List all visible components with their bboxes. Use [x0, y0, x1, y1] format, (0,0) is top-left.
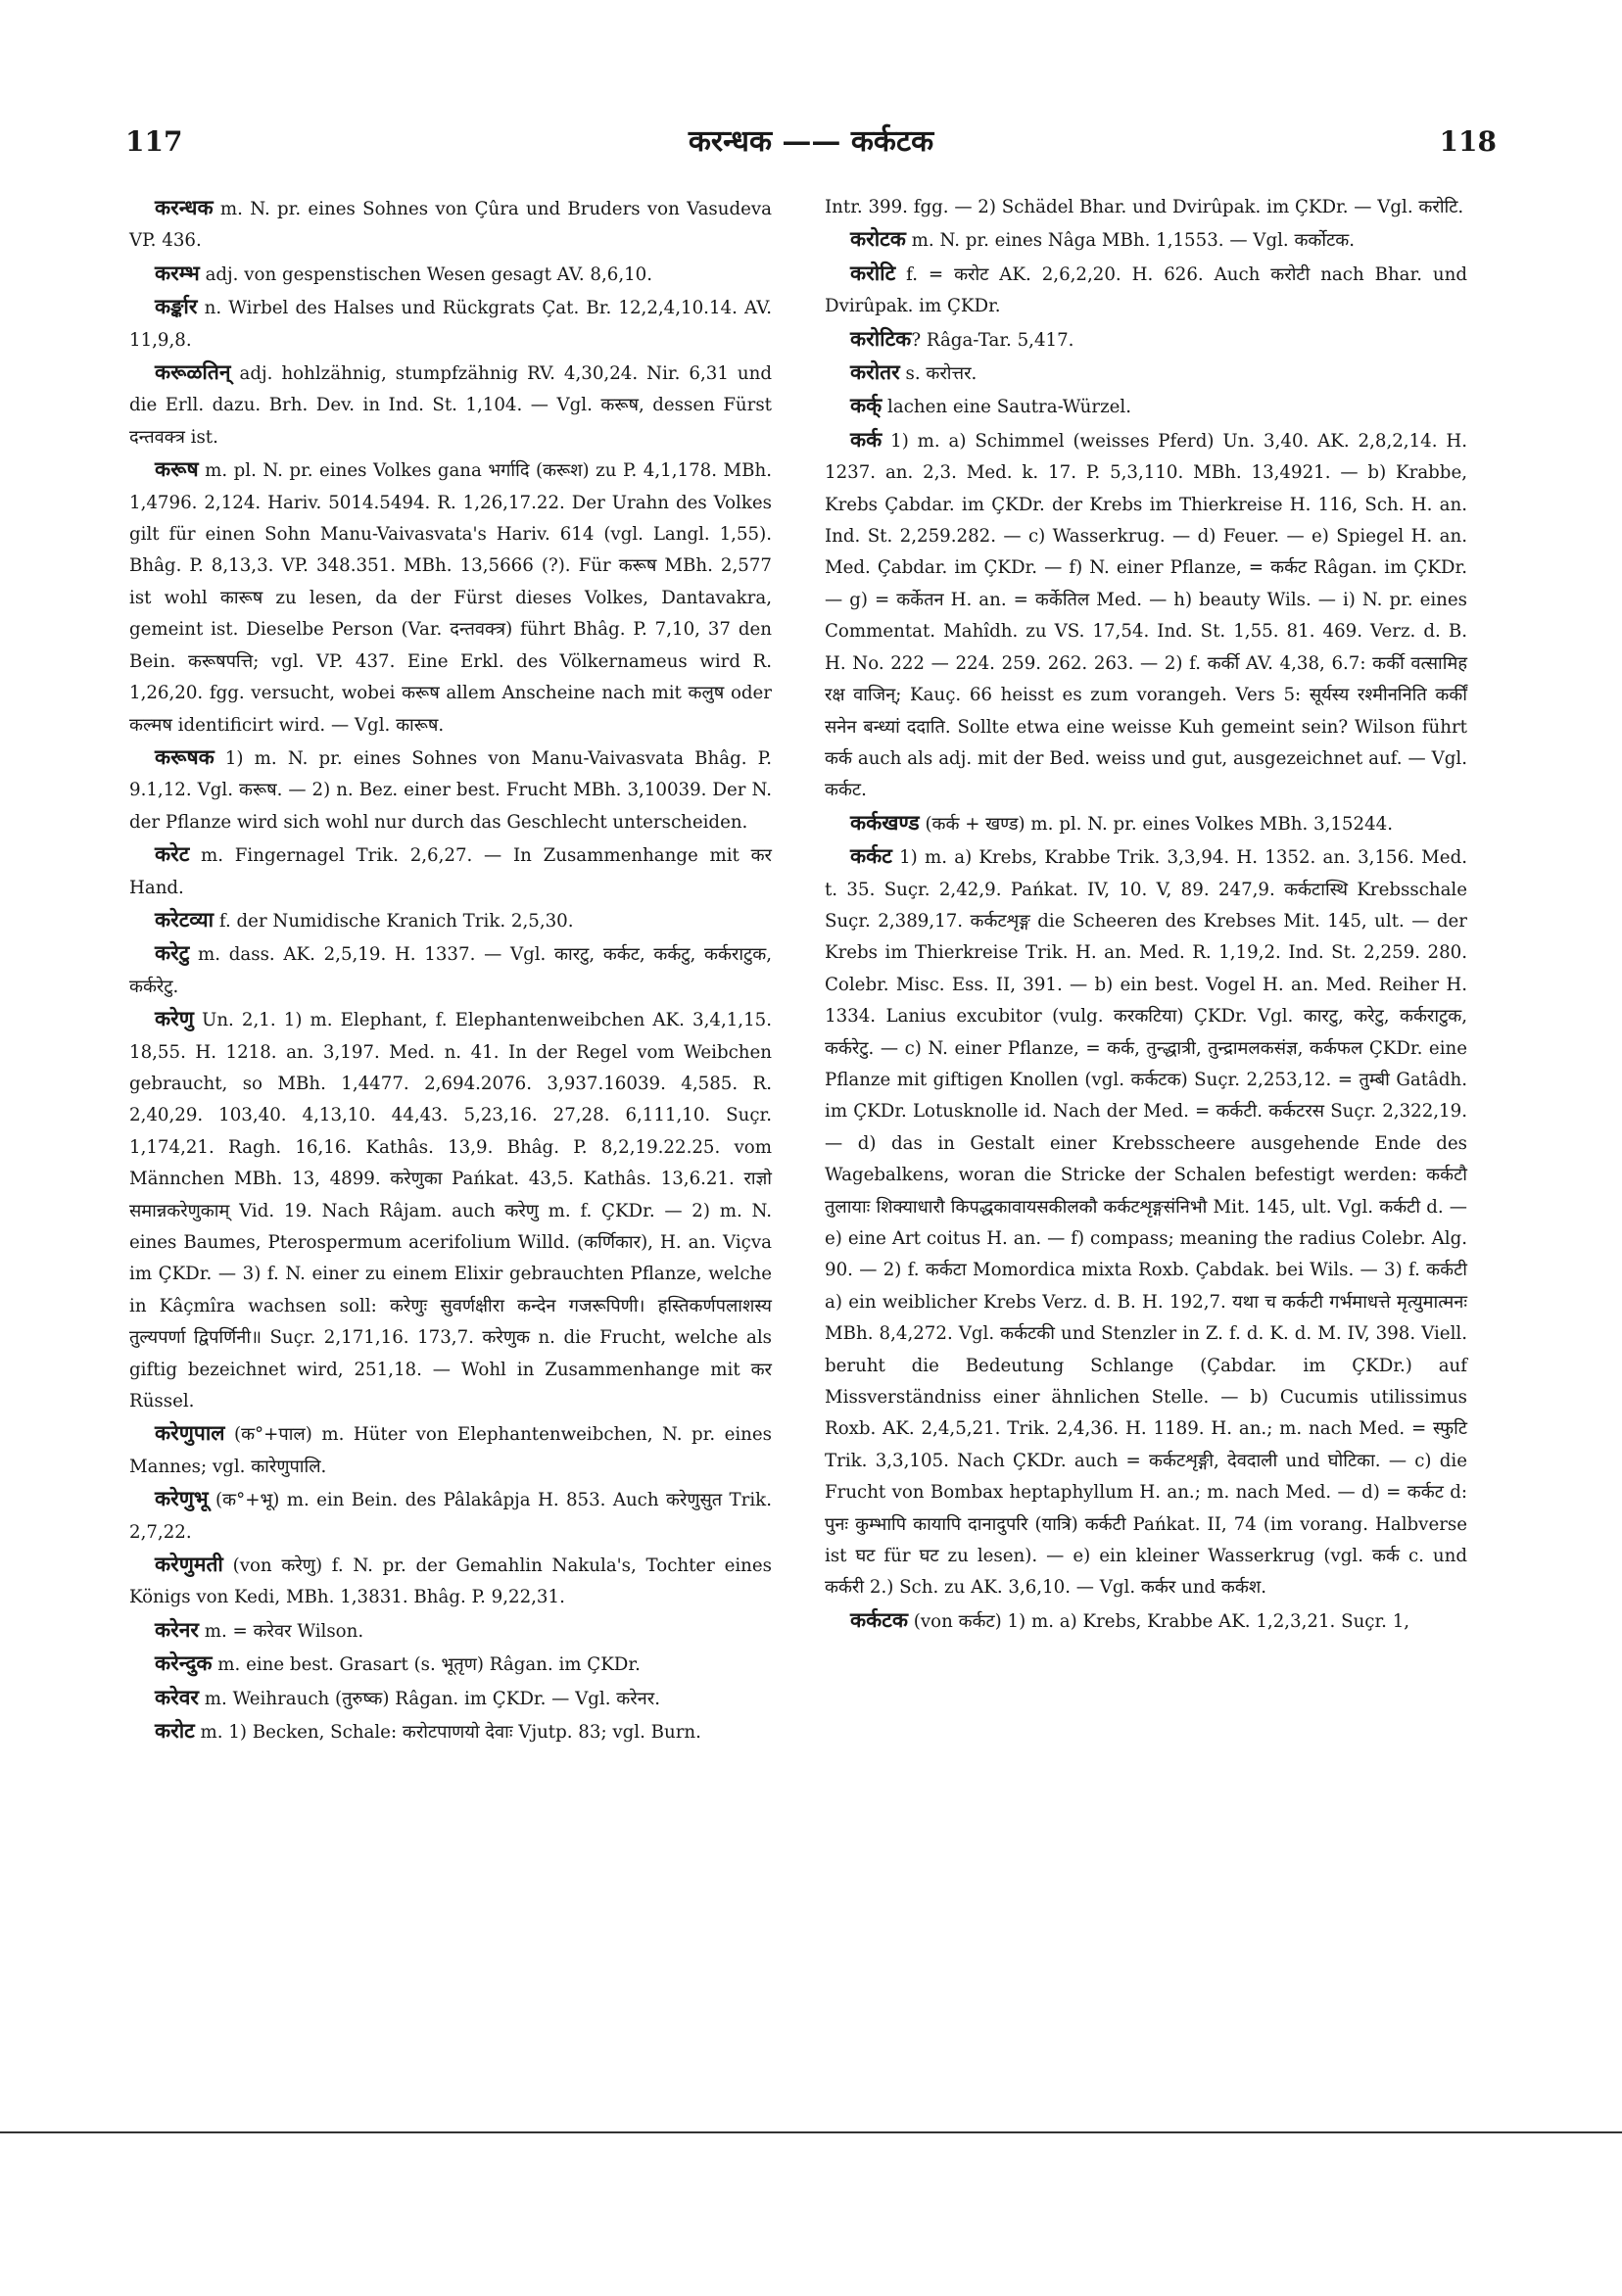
- dictionary-entry: [825, 840, 1467, 1604]
- entry-text: ? Râga-Tar. 5,417.: [911, 329, 1074, 351]
- entry-text: m. N. pr. eines Nâga MBh. 1,1553. — Vgl. कर्कोटक.: [905, 230, 1356, 252]
- dictionary-entry: [129, 454, 772, 741]
- entry-headword: करेटु: [155, 941, 190, 966]
- dictionary-entry: [129, 1614, 772, 1648]
- dictionary-entry: [825, 258, 1467, 323]
- entry-text: (कर्क + खण्ड) m. pl. N. pr. eines Volkes MBh. 3,15244.: [919, 813, 1393, 835]
- entry-text: m. = करेवर Wilson.: [198, 1620, 364, 1642]
- dictionary-entry: [129, 937, 772, 1003]
- entry-headword: करोटक: [850, 227, 906, 252]
- entry-text: adj. hohlzähnig, stumpfzähnig RV. 4,30,24. Nir. 6,31 und die Erll. dazu. Brh. Dev. in Ind. St. 1,104. — Vgl. करूष, dessen Fürst दन्तवक्त्र ist.: [129, 363, 772, 448]
- entry-text: m. N. pr. eines Sohnes von Çûra und Bruders von Vasudeva VP. 436.: [129, 199, 772, 252]
- entry-headword: करेनर: [155, 1617, 199, 1642]
- entry-headword: करोतर: [850, 360, 900, 385]
- dictionary-entry: [129, 1483, 772, 1549]
- entry-headword: कर्कटक: [850, 1607, 908, 1632]
- entry-headword: करूळतिन्: [155, 360, 231, 385]
- right-column: [825, 192, 1467, 1638]
- entry-headword: करेणुमती: [155, 1553, 223, 1577]
- entry-text: (von करेणु) f. N. pr. der Gemahlin Nakula's, Tochter eines Königs von Kedi, MBh. 1,3831. Bhâg. P. 9,22,31.: [129, 1555, 772, 1608]
- dictionary-entry: [825, 390, 1467, 423]
- entry-headword: करोटिक: [850, 326, 912, 351]
- dictionary-entry: [129, 838, 772, 904]
- dictionary-entry: [825, 357, 1467, 390]
- entry-headword: करूष: [155, 457, 199, 482]
- entry-text: Intr. 399. fgg. — 2) Schädel Bhar. und Dvirûpak. im ÇKDr. — Vgl. करोटि.: [825, 197, 1464, 217]
- running-head: करन्धक —— कर्कटक: [688, 124, 934, 159]
- footer-rule: [0, 2131, 1622, 2133]
- entry-headword: करेणुपाल: [155, 1421, 225, 1446]
- entry-text: s. करोत्तर.: [899, 363, 978, 385]
- entry-headword: कर्कट: [850, 844, 892, 869]
- dictionary-entry: [825, 807, 1467, 840]
- entry-headword: करोटि: [850, 261, 896, 285]
- entry-headword: कर्क्: [850, 394, 883, 418]
- entry-headword: करन्धक: [155, 196, 214, 219]
- entry-headword: करेणु: [155, 1007, 194, 1031]
- dictionary-entry: [129, 1003, 772, 1417]
- entry-headword: करेट: [155, 842, 190, 867]
- page-number-left: 117: [125, 125, 183, 158]
- dictionary-entry: [129, 1417, 772, 1483]
- entry-text: m. dass. AK. 2,5,19. H. 1337. — Vgl. कारटु, कर्कट, कर्कटु, कर्कराटुक, कर्करेटु.: [129, 944, 772, 997]
- dictionary-entry: [825, 223, 1467, 257]
- left-column: [129, 192, 772, 1749]
- entry-text: f. der Numidische Kranich Trik. 2,5,30.: [214, 910, 574, 932]
- dictionary-entry: [129, 1549, 772, 1614]
- dictionary-entry: [825, 323, 1467, 357]
- dictionary-entry: [129, 741, 772, 838]
- entry-text: n. Wirbel des Halses und Rückgrats Çat. Br. 12,2,4,10.14. AV. 11,9,8.: [129, 298, 772, 351]
- dictionary-entry: [129, 1648, 772, 1681]
- entry-text: m. Fingernagel Trik. 2,6,27. — In Zusammenhange mit कर Hand.: [129, 845, 772, 898]
- entry-headword: करेटव्या: [155, 907, 215, 932]
- page-number-right: 118: [1439, 125, 1497, 158]
- entry-text: m. Weihrauch (तुरुष्क) Râgan. im ÇKDr. — Vgl. करेनर.: [198, 1688, 660, 1709]
- entry-text: f. = करोट AK. 2,6,2,20. H. 626. Auch करोटी nach Bhar. und Dvirûpak. im ÇKDr.: [825, 263, 1467, 317]
- dictionary-entry: [129, 192, 772, 258]
- entry-headword: कर्कखण्ड: [850, 810, 920, 835]
- entry-headword: करेणुभू: [155, 1487, 209, 1511]
- dictionary-entry: [129, 904, 772, 937]
- entry-text: 1) m. a) Krebs, Krabbe Trik. 3,3,94. H. 1352. an. 3,156. Med. t. 35. Suçr. 2,42,9. Pańkat. IV, 10. V, 89. 247,9. कर्कटास्थि Krebsschale Suçr. 2,389,17. कर्कटशृङ्ग die Scheeren des Krebses Mit. 145, ult. — der Krebs im Thierkreise Trik. H. an. Med. R. 1,19,2. Ind. St. 2,259. 280. Colebr. Misc. Ess. II, 391. — b) ein best. Vogel H. an. Med. Reiher H. 1334. Lanius excubitor (vulg. करकटिया) ÇKDr. Vgl. कारटु, करेटु, कर्कराटुक, कर्करेटु. — c) N. einer Pflanze, = कर्क, तुन्द्धात्री, तुन्द्रामलकसंज्ञ, कर्कफल ÇKDr. eine Pflanze mit giftigen Knollen (vgl. कर्कटक) Suçr. 2,253,12. = तुम्बी Gatâdh. im ÇKDr. Lotusknolle id. Nach der Med. = कर्कटी. कर्कटरस Suçr. 2,322,19. — d) das in Gestalt einer Krebsscheere ausgehende Ende des Wagebalkens, woran die Stricke der Schalen befestigt werden: कर्कटौ तुलायाः शिक्याधारौ किपद्धकावायसकीलकौ कर्कटशृङ्गसंनिभौ Mit. 145, ult. Vgl. कर्कटी d. — e) eine Art coitus H. an. — f) compass; meaning the radius Colebr. Alg. 90. — 2) f. कर्कटा Momordica mixta Roxb. Çabdak. bei Wils. — 3) f. कर्कटी a) ein weiblicher Krebs Verz. d. B. H. 192,7. यथा च कर्कटी गर्भमाधत्ते मृत्युमात्मनः MBh. 8,4,272. Vgl. कर्कटकी und Stenzler in Z. f. d. K. d. M. IV, 398. Viell. beruht die Bedeutung Schlange (Çabdar. im ÇKDr.) auf Missverständniss einer ähnlichen Stelle. — b) Cucumis utilissimus Roxb. AK. 2,4,5,21. Trik. 2,4,36. H. 1189. H. an.; m. nach Med. = स्फुटि Trik. 3,3,105. Nach ÇKDr. auch = कर्कटशृङ्गी, देवदाली und घोटिका. — c) die Frucht von Bombax heptaphyllum H. an.; m. nach Med. — d) = कर्कट d: पुनः कुम्भापि कायापि दानादुपरि (यात्रि) कर्कटी Pańkat. II, 74 (im vorang. Halbverse ist घट für घट zu lesen). — e) ein kleiner Wasserkrug (vgl. कर्क c. und कर्करी 2.) Sch. zu AK. 3,6,10. — Vgl. कर्कर und कर्कश.: [825, 847, 1467, 1599]
- dictionary-entry: [825, 1604, 1467, 1638]
- entry-headword: करेन्दुक: [155, 1651, 213, 1676]
- entry-text: adj. von gespenstischen Wesen gesagt AV. 8,6,10.: [199, 263, 653, 285]
- entry-text: m. pl. N. pr. eines Volkes gana भर्गादि (करूश) zu P. 4,1,178. MBh. 1,4796. 2,124. Hariv. 5014.5494. R. 1,26,17.22. Der Urahn des Volkes gilt für einen Sohn Manu-Vaivasvata's Hariv. 614 (vgl. Langl. 1,55). Bhâg. P. 8,13,3. VP. 348.351. MBh. 13,5666 (?). Für करूष MBh. 2,577 ist wohl कारूष zu lesen, da der Fürst dieses Volkes, Dantavakra, gemeint ist. Dieselbe Person (Var. दन्तवक्त्र) führt Bhâg. P. 7,10, 37 den Bein. करूषपत्ति; vgl. VP. 437. Eine Erkl. des Völkernameus wird R. 1,26,20. fgg. versucht, wobei करूष allem Anscheine nach mit कलुष oder कल्मष identificirt wird. — Vgl. कारूष.: [129, 460, 772, 736]
- dictionary-entry: [129, 1715, 772, 1748]
- dictionary-entry: [129, 291, 772, 357]
- entry-headword: करम्भ: [155, 261, 200, 285]
- dictionary-entry: [825, 192, 1467, 223]
- entry-headword: कर्ङ्कार: [155, 295, 198, 319]
- entry-text: 1) m. a) Schimmel (weisses Pferd) Un. 3,40. AK. 2,8,2,14. H. 1237. an. 2,3. Med. k. 17. P. 5,3,110. MBh. 13,4921. — b) Krabbe, Krebs Çabdar. im ÇKDr. der Krebs im Thierkreise H. 116, Sch. H. an. Ind. St. 2,259.282. — c) Wasserkrug. — d) Feuer. — e) Spiegel H. an. Med. Çabdar. im ÇKDr. — f) N. einer Pflanze, = कर्कट Râgan. im ÇKDr. — g) = कर्केतन H. an. = कर्केतिल Med. — h) beauty Wils. — i) N. pr. eines Commentat. Mahîdh. zu VS. 17,54. Ind. St. 1,55. 81. 469. Verz. d. B. H. No. 222 — 224. 259. 262. 263. — 2) f. कर्की AV. 4,38, 6.7: कर्की वत्सामिह रक्ष वाजिन्; Kauç. 66 heisst es zum vorangeh. Vers 5: सूर्यस्य रश्मीननिति कर्कीं सनेन बन्ध्यां ददाति. Sollte etwa eine weisse Kuh gemeint sein? Wilson führt कर्क auch als adj. mit der Bed. weiss und gut, ausgezeichnet auf. — Vgl. कर्कट.: [825, 430, 1467, 801]
- dictionary-entry: [129, 357, 772, 454]
- entry-text: (क°+पाल) m. Hüter von Elephantenweibchen, N. pr. eines Mannes; vgl. कारेणुपालि.: [129, 1424, 772, 1477]
- entry-text: m. eine best. Grasart (s. भूतृण) Râgan. im ÇKDr.: [212, 1654, 641, 1676]
- entry-headword: करूषक: [155, 744, 215, 769]
- entry-text: lachen eine Sautra-Würzel.: [882, 397, 1132, 418]
- entry-text: (von कर्कट) 1) m. a) Krebs, Krabbe AK. 1,2,3,21. Suçr. 1,: [907, 1610, 1410, 1632]
- entry-text: (क°+भू) m. ein Bein. des Pâlakâpja H. 853. Auch करेणुसुत Trik. 2,7,22.: [129, 1490, 772, 1543]
- entry-text: Un. 2,1. 1) m. Elephant, f. Elephantenweibchen AK. 3,4,1,15. 18,55. H. 1218. an. 3,197. Med. n. 41. In der Regel vom Weibchen gebraucht, so MBh. 1,4477. 2,694.2076. 3,937.16039. 4,585. R. 2,40,29. 103,40. 4,13,10. 44,43. 5,23,16. 27,28. 6,111,10. Suçr. 1,174,21. Ragh. 16,16. Kathâs. 13,9. Bhâg. P. 8,2,19.22.25. vom Männchen MBh. 13, 4899. करेणुका Pańkat. 43,5. Kathâs. 13,6.21. राज्ञो समान्नकरेणुकाम् Vid. 19. Nach Râjam. auch करेणु m. f. ÇKDr. — 2) m. N. eines Baumes, Pterospermum acerifolium Willd. (कर्णिकार), H. an. Viçva im ÇKDr. — 3) f. N. einer zu einem Elixir gebrauchten Pflanze, welche in Kâçmîra wachsen soll: करेणुः सुवर्णक्षीरा कन्देन गजरूपिणी। हस्तिकर्णपलाशस्य तुल्यपर्णा द्विपर्णिनी॥ Suçr. 2,171,16. 173,7. करेणुक n. die Frucht, welche als giftig bezeichnet wird, 251,18. — Wohl in Zusammenhange mit कर Rüssel.: [129, 1010, 772, 1412]
- entry-headword: करेवर: [155, 1685, 199, 1709]
- entry-headword: करोट: [155, 1719, 195, 1744]
- entry-text: 1) m. N. pr. eines Sohnes von Manu-Vaivasvata Bhâg. P. 9.1,12. Vgl. करूष. — 2) n. Bez. einer best. Frucht MBh. 3,10039. Der N. der Pflanze wird sich wohl nur durch das Geschlecht unterscheiden.: [129, 747, 772, 833]
- entry-text: m. 1) Becken, Schale: करोटपाणयो देवाः Vjutp. 83; vgl. Burn.: [194, 1722, 701, 1744]
- page-header: [125, 120, 1497, 168]
- dictionary-entry: [825, 424, 1467, 807]
- entry-headword: कर्क: [850, 427, 883, 452]
- dictionary-entry: [129, 1682, 772, 1715]
- dictionary-entry: [129, 258, 772, 291]
